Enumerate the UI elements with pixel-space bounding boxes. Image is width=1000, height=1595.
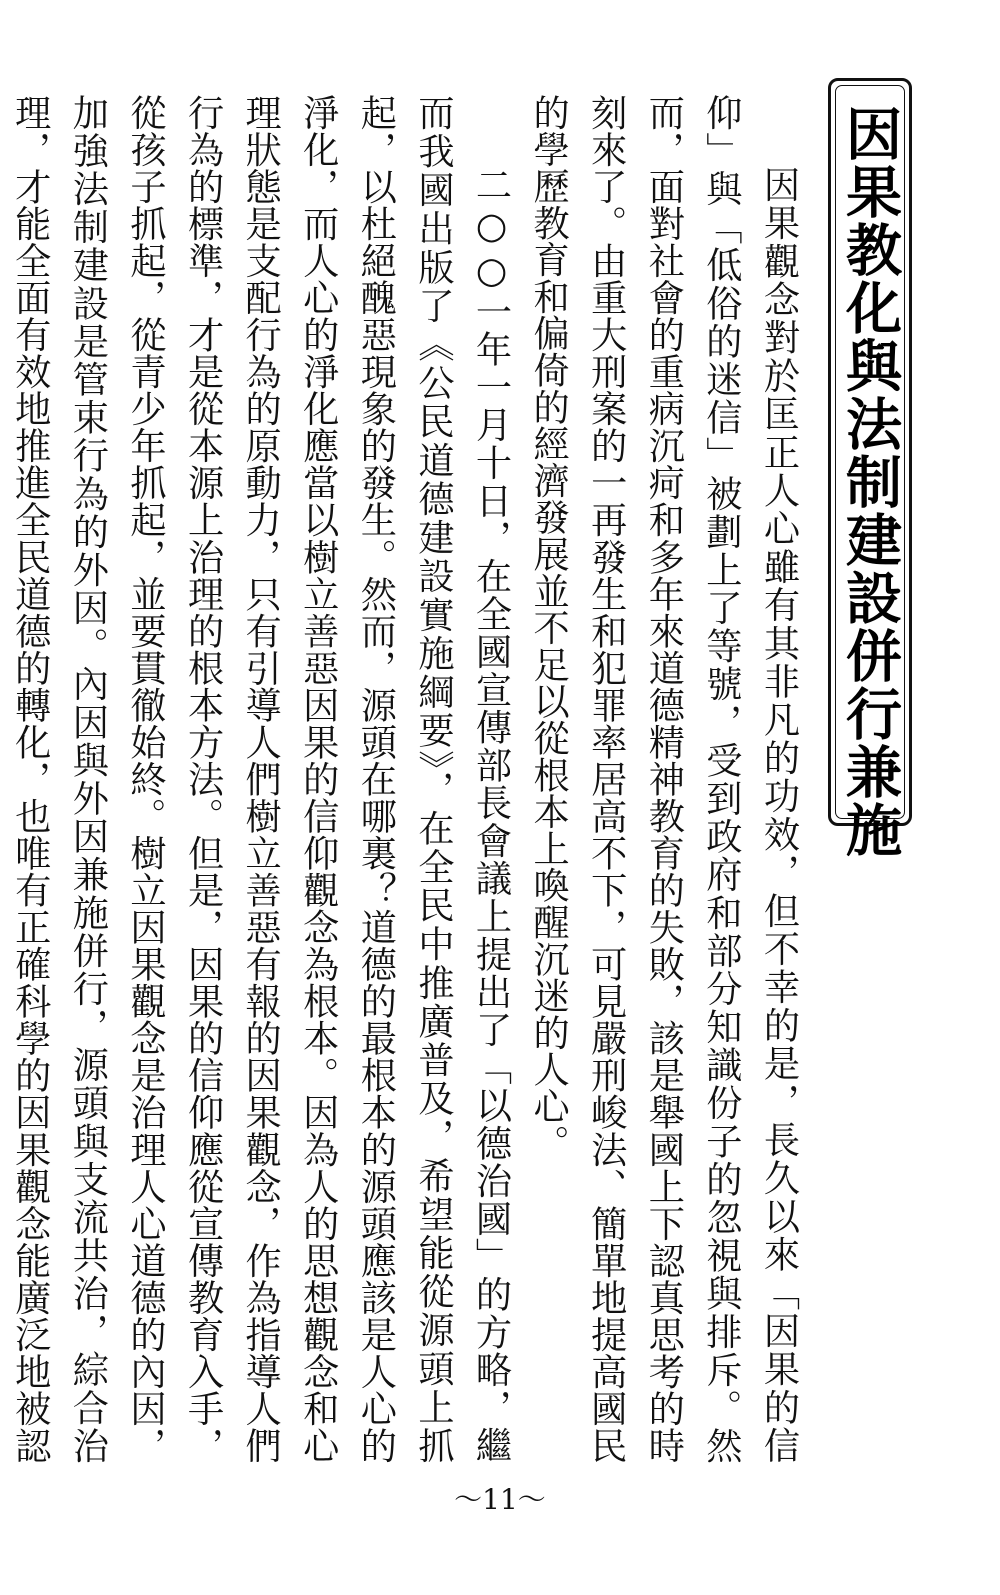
paragraph-1: 因果觀念對於匡正人心雖有其非凡的功效，但不幸的是，長久以來「因果的信仰」與「低俗的迷信」被劃上了等號，受到政府和部分知識份子的忽視與排斥。然而，面對社會的重病沉疴和多年來道德精神教育的失敗，該是舉國上下認真思考的時刻來了。由重大刑案的一再發生和犯罪率居高不下，可見嚴刑峻法、簡單地提高國民的學歷教育和偏倚的經濟發展並不足以從根本上喚醒沉迷的人心。	[527, 94, 801, 1464]
page-title: 因果教化與法制建設併行兼施	[837, 105, 903, 859]
title-frame	[828, 78, 912, 859]
paragraph-2: 二○○一年一月十日，在全國宣傳部長會議上提出了「以德治國」的方略，繼而我國出版了《公民道德建設實施綱要》，在全民中推廣普及，希望能從源頭上抓起，以杜絕醜惡現象的發生。然而，源頭在哪裏？道德的最根本的源頭應該是人心的淨化，而人心的淨化應當以樹立善惡因果的信仰觀念為根本。因為人的思想觀念和心理狀態是支配行為的原動力，只有引導人們樹立善惡有報的因果觀念，作為指導人們行為的標準，才是從本源上治理的根本方法。但是，因果的信仰應從宣傳教育入手，從孩子抓起，從青少年抓起，並要貫徹始終。樹立因果觀念是治理人心道德的內因，加強法制建設是管束行為的外因。內因與外因兼施併行，源頭與支流共治，綜合治理，才能全面有效地推進全民道德的轉化，也唯有正確科學的因果觀念能廣泛地被認	[9, 94, 514, 1464]
body-text	[9, 94, 808, 1464]
page-number: ～11～	[454, 1483, 546, 1516]
